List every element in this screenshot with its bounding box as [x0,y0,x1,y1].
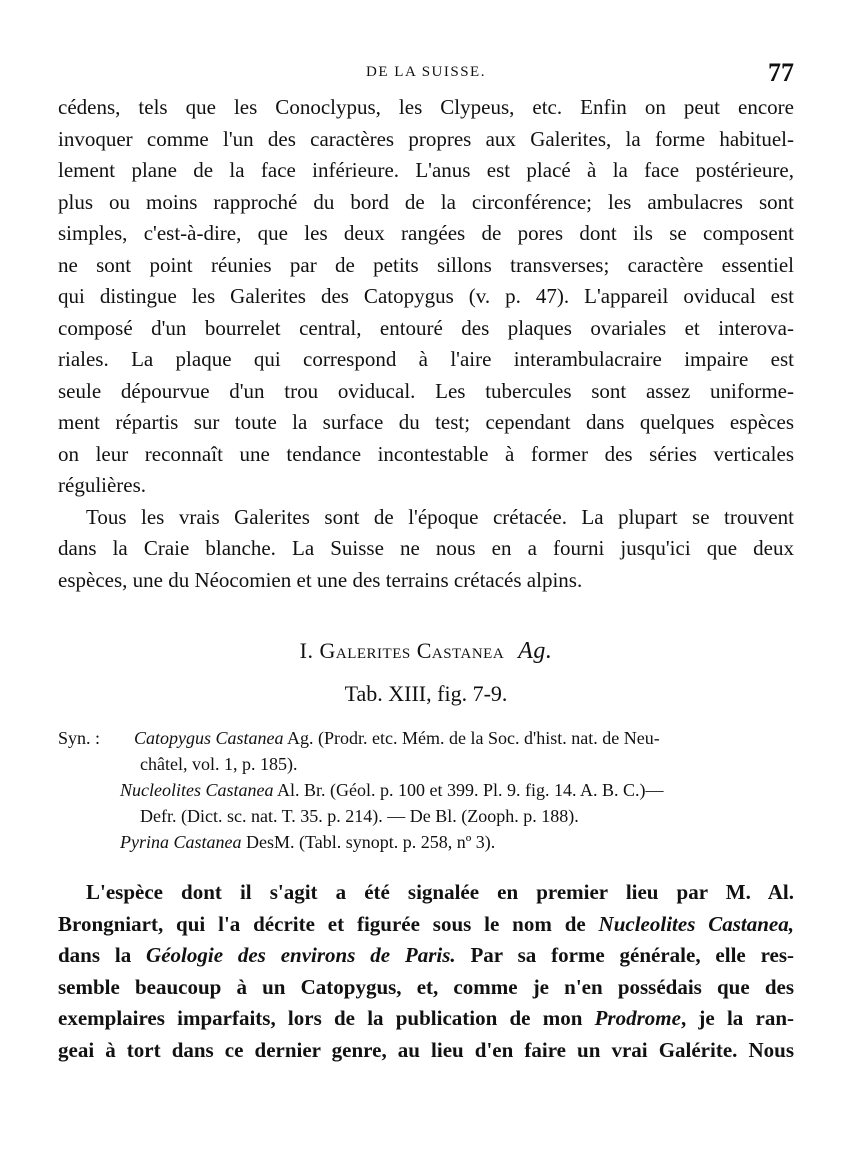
synonymy-entry [58,829,794,855]
species-heading [58,638,794,665]
text-line: espèces, une du Néocomien et une des terrains crétacés alpins. [58,567,583,592]
text-run: Par sa forme générale, elle res- [455,943,794,967]
text-run: exemplaires imparfaits, lors de la publication de mon [58,1006,595,1030]
synonymy-continuation: châtel, vol. 1, p. 185). [140,754,298,774]
italic-run: Prodrome [594,1006,681,1030]
italic-run: Géologie des environs de Paris. [146,943,456,967]
text-line [58,1003,794,1035]
text-line: cédens, tels que les Conoclypus, les Clypeus, etc. Enfin on peut encore [58,95,794,119]
synonym-name: Catopygus Castanea [134,728,284,748]
text-line: simples, c'est-à-dire, que les deux rangées de pores dont ils se composent [58,221,794,245]
paragraph-3 [58,877,794,1066]
text-line: régulières. [58,473,147,497]
synonym-reference: DesM. (Tabl. synopt. p. 258, nº 3). [246,832,496,852]
text-line: Tous les vrais Galerites sont de l'époque crétacée. La plupart se trouvent [86,504,794,529]
text-run: , je la ran- [680,1006,794,1030]
text-line: ment répartis sur toute la surface du test; cependant dans quelques espèces [58,410,794,434]
text-run: Brongniart, qui l'a décrite et figurée sous le nom de [58,911,599,936]
running-head: DE LA SUISSE. [366,64,486,80]
page [58,58,794,1066]
page-header [58,58,794,92]
species-author: Ag. [518,638,553,664]
synonym-reference: Ag. (Prodr. etc. Mém. de la Soc. d'hist. nat. de Neu- [287,728,660,748]
synonym-name: Nucleolites Castanea [120,780,274,800]
paragraph-2 [58,502,794,597]
text-line: ne sont point réunies par de petits sillons transverses; caractère essentiel [58,252,794,277]
text-line [58,972,794,1004]
paragraph-1 [58,92,794,502]
species-number: I. [299,638,314,663]
page-number: 77 [768,58,794,87]
synonym-reference: Al. Br. (Géol. p. 100 et 399. Pl. 9. fig. 14. A. B. C.)— [277,780,664,800]
text-line: dans la Craie blanche. La Suisse ne nous en a fourni jusqu'ici que deux [58,536,794,560]
text-line: composé d'un bourrelet central, entouré des plaques ovariales et interova- [58,315,794,340]
text-line [58,909,794,941]
text-line: on leur reconnaît une tendance incontestable à former des séries verticales [58,441,794,466]
species-name: Galerites Castanea [319,638,505,663]
text-line [58,940,794,972]
text-line: qui distingue les Galerites des Catopygus (v. p. 47). L'appareil oviducal est [58,284,794,308]
text-line [58,877,794,909]
italic-run: Nucleolites Castanea, [598,911,794,936]
text-line: lement plane de la face inférieure. L'anus est placé à la face postérieure, [58,158,794,182]
synonymy-entry [58,725,794,751]
plate-reference: Tab. XIII, fig. 7-9. [344,681,508,706]
text-line: seule dépourvue d'un trou oviducal. Les tubercules sont assez uniforme- [58,378,794,403]
synonymy-label: Syn. : [58,728,101,748]
text-line: riales. La plaque qui correspond à l'aire interambulacraire impaire est [58,347,794,371]
text-line [58,1035,794,1067]
synonymy-continuation: Defr. (Dict. sc. nat. T. 35. p. 214). — De Bl. (Zooph. p. 188). [140,806,579,826]
synonymy-block [58,725,794,855]
synonym-name: Pyrina Castanea [120,832,242,852]
text-run: L'espèce dont il s'agit a été signalée en premier lieu par M. Al. [86,880,794,904]
text-run: semble beaucoup à un Catopygus, et, comme je n'en possédais que des [58,974,794,999]
text-line: plus ou moins rapproché du bord de la circonférence; les ambulacres sont [58,189,794,214]
synonymy-entry [58,777,794,803]
text-run: dans la [58,943,147,967]
text-run: geai à tort dans ce dernier genre, au lieu d'en faire un vrai Galérite. Nous [58,1037,794,1062]
text-line: invoquer comme l'un des caractères propres aux Galerites, la forme habituel- [58,126,794,151]
